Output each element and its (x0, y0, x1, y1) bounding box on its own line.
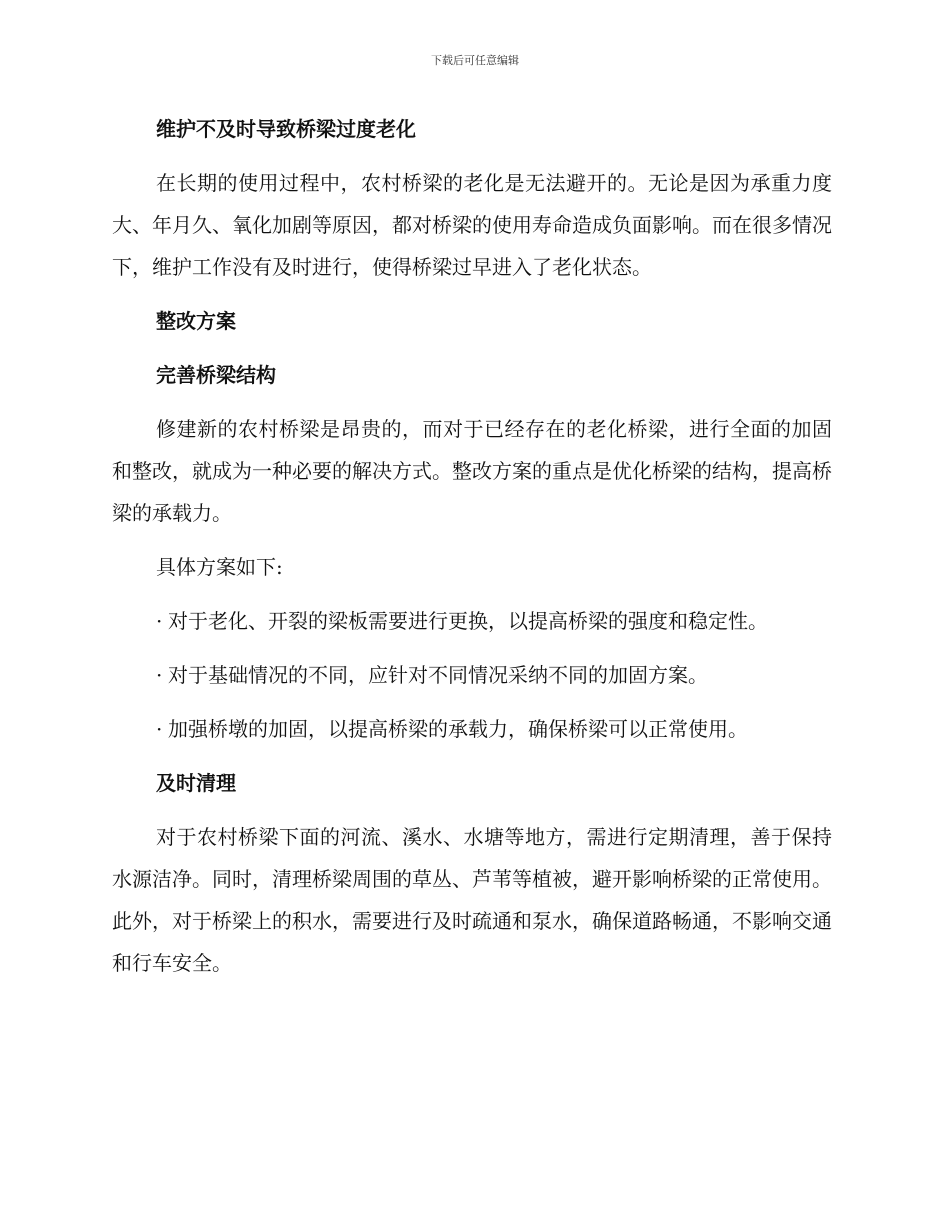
section-heading-plan: 整改方案 (156, 309, 236, 333)
paragraph-structure: 修建新的农村桥梁是昂贵的，而对于已经存在的老化桥梁，进行全面的加固和整改，就成为一种必要的解决方式。整改方案的重点是优化桥梁的结构，提高桥梁的承载力。 (112, 417, 832, 525)
bullet-item-3 (112, 708, 832, 750)
page-header: 下载后可任意编辑 (431, 54, 519, 67)
section-heading-cleanup: 及时清理 (156, 771, 236, 795)
bullet-icon: · (156, 717, 163, 741)
paragraph-cleanup: 对于农村桥梁下面的河流、溪水、水塘等地方，需进行定期清理，善于保持水源洁净。同时，清理桥梁周围的草丛、芦苇等植被，避开影响桥梁的正常使用。此外，对于桥梁上的积水，需要进行及时疏通和泵水，确保道路畅通，不影响交通和行车安全。 (112, 825, 832, 975)
bullet-item-2 (112, 654, 832, 696)
bullet-icon: · (156, 663, 163, 687)
document-body (112, 108, 832, 996)
bullet-text-2: 对于基础情况的不同，应针对不同情况采纳不同的加固方案。 (168, 663, 708, 687)
section-heading-aging: 维护不及时导致桥梁过度老化 (156, 117, 416, 141)
bullet-text-3: 加强桥墩的加固，以提高桥梁的承载力，确保桥梁可以正常使用。 (168, 717, 748, 741)
bullet-text-1: 对于老化、开裂的梁板需要进行更换，以提高桥梁的强度和稳定性。 (168, 609, 768, 633)
bullet-icon: · (156, 609, 163, 633)
paragraph-aging: 在长期的使用过程中，农村桥梁的老化是无法避开的。无论是因为承重力度大、年月久、氧化加剧等原因，都对桥梁的使用寿命造成负面影响。而在很多情况下，维护工作没有及时进行，使得桥梁过早进入了老化状态。 (112, 171, 832, 279)
plan-intro: 具体方案如下: (156, 555, 283, 579)
bullet-item-1 (112, 600, 832, 642)
section-heading-structure: 完善桥梁结构 (156, 363, 276, 387)
